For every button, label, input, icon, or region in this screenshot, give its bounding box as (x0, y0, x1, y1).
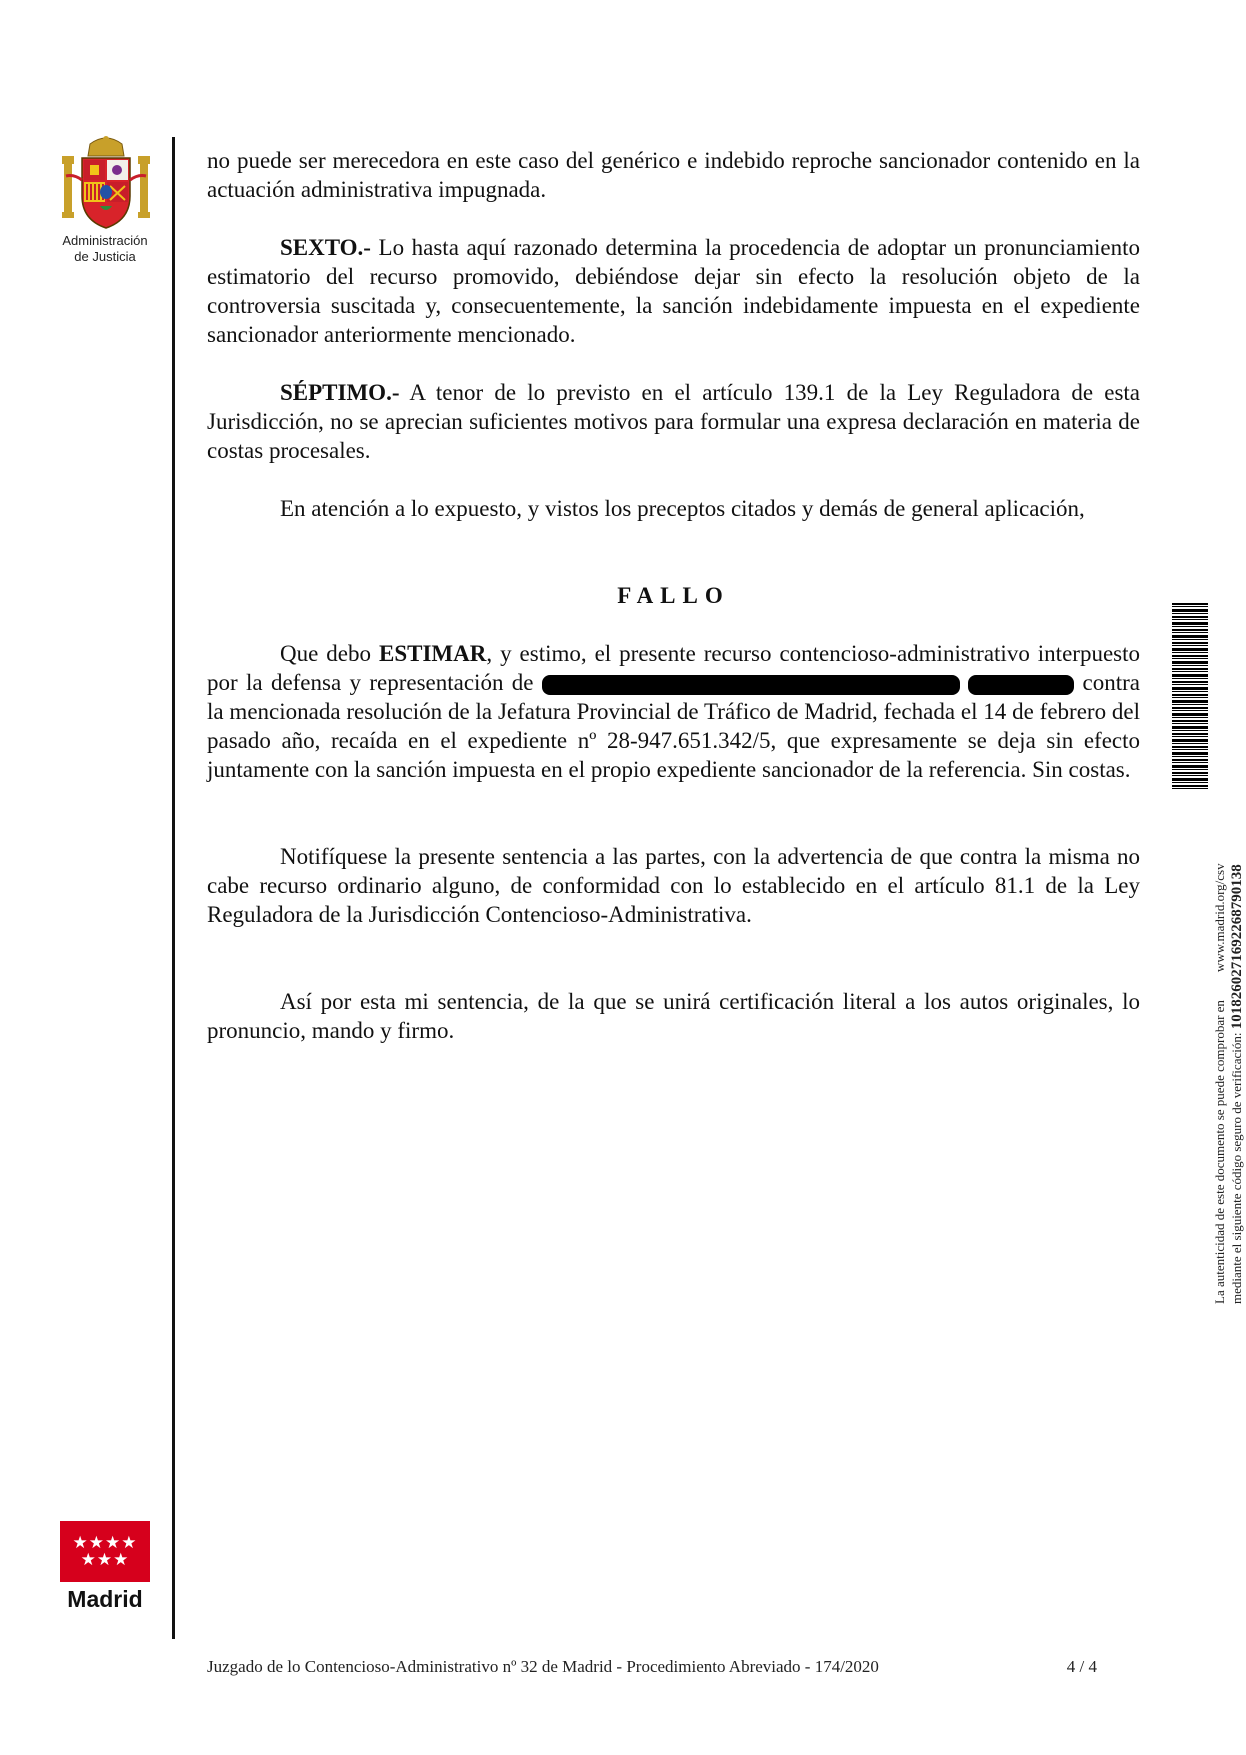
verification-line2-text: mediante el siguiente código seguro de verificación: (1229, 1032, 1244, 1304)
verification-note (1211, 794, 1246, 1304)
stars-row-bottom: ★★★ (80, 1549, 130, 1570)
fallo-estimar: ESTIMAR (378, 641, 487, 666)
fallo-text-c: contra la mencionada resolución de la Jefatura Provincial de Tráfico de Madrid, fechada el 14 de febrero del pasado año, recaída en el expediente nº 28-947.651.342/5, que expresamente se deja sin efecto juntamente con la sanción impuesta en el propio expediente sancionador de la referencia. Sin costas. (207, 670, 1141, 782)
administration-label-line2: de Justicia (74, 249, 136, 264)
verification-line2 (1228, 794, 1246, 1304)
paragraph-notifiquese: Notifíquese la presente sentencia a las partes, con la advertencia de que contra la misma no cabe recurso ordinario alguno, de conformidad con lo establecido en el artículo 81.1 de la Ley Reguladora de la Jurisdicción Contencioso-Administrativa. (207, 844, 1140, 927)
fallo-text-b: , y estimo, el presente recurso contencioso-administrativo interpuesto por la defensa y representación de (207, 641, 1140, 695)
stars-row-top: ★★★★ (72, 1532, 138, 1553)
paragraph-atencion: En atención a lo expuesto, y vistos los preceptos citados y demás de general aplicación, (280, 496, 1085, 521)
paragraph-continuation: no puede ser merecedora en este caso del genérico e indebido reproche sancionador contenido en la actuación administrativa impugnada. (207, 148, 1140, 202)
administration-label-line1: Administración (62, 233, 148, 248)
paragraph-septimo (207, 378, 1140, 465)
document-body (207, 146, 1140, 1074)
administration-label (40, 233, 170, 265)
footer-court-label: Juzgado de lo Contencioso-Administrativo nº 32 de Madrid - Procedimiento Abreviado - 174/2020 (207, 1657, 879, 1676)
verification-line1-text: La autenticidad de este documento se puede comprobar en (1212, 1000, 1227, 1304)
paragraph-sexto (207, 233, 1140, 349)
fallo-text-a: Que debo (280, 641, 379, 666)
redaction-bar (542, 675, 960, 695)
sidebar-divider (172, 137, 175, 1639)
paragraph-septimo-text: A tenor de lo previsto en el artículo 139.1 de la Ley Reguladora de esta Jurisdicción, no se aprecian suficientes motivos para formular una expresa declaración en materia de costas procesales. (207, 380, 1140, 463)
paragraph-sexto-text: Lo hasta aquí razonado determina la procedencia de adoptar un pronunciamiento estimatorio del recurso promovido, debiéndose dejar sin efecto la resolución objeto de la controversia suscitada y, consecuentemente, la sanción indebidamente impuesta en el expediente sancionador anteriormente mencionado. (207, 235, 1140, 347)
barcode-image (1172, 603, 1208, 789)
madrid-logo (60, 1521, 150, 1613)
heading-septimo: SÉPTIMO.- (280, 380, 400, 405)
redaction-bar (968, 675, 1074, 695)
madrid-name: Madrid (67, 1586, 143, 1612)
paragraph-fallo (207, 639, 1140, 784)
verification-line1 (1211, 794, 1228, 1304)
madrid-flag (60, 1521, 150, 1582)
paragraph-firma: Así por esta mi sentencia, de la que se unirá certificación literal a los autos originales, lo pronuncio, mando y firmo. (207, 989, 1140, 1043)
verification-code: 1018260271692268790138 (1229, 864, 1245, 1030)
coat-of-arms-logo (60, 134, 152, 232)
fallo-heading: FALLO (617, 583, 730, 608)
verification-url: www.madrid.org/csv (1212, 863, 1227, 973)
page-footer (207, 1657, 1097, 1677)
stars-icon (72, 1532, 138, 1570)
page-number: 4 / 4 (1066, 1657, 1097, 1676)
heading-sexto: SEXTO.- (280, 235, 371, 260)
